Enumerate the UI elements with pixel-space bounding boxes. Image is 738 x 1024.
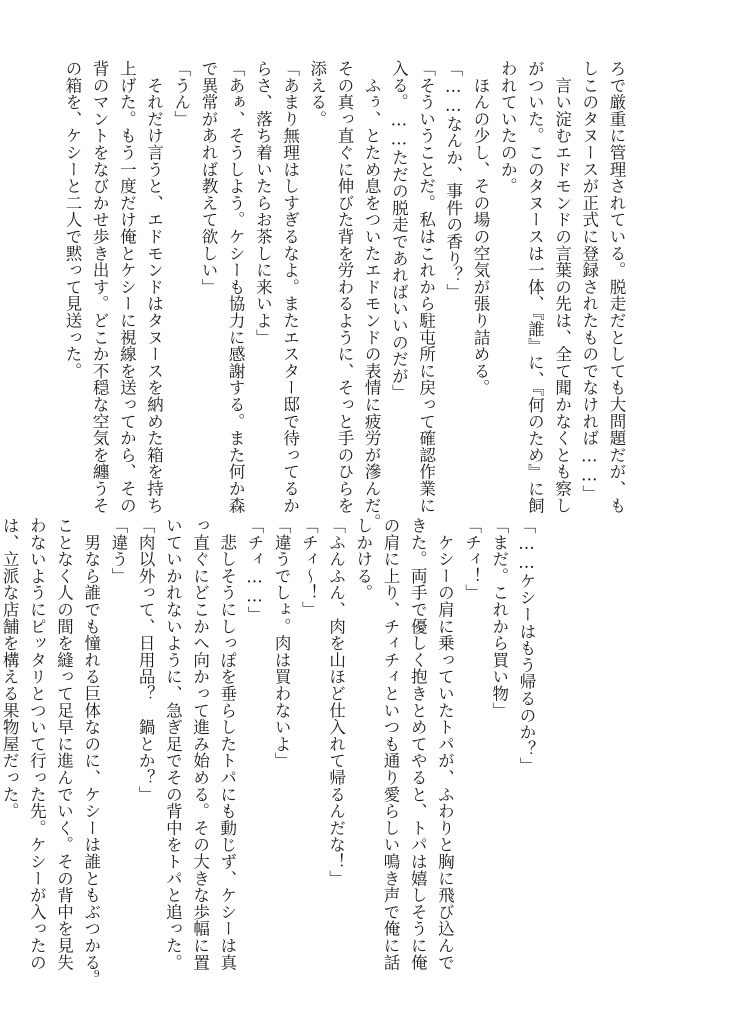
text-line: 「チィ！」 <box>462 517 482 601</box>
text-line: ケシーの肩に乗っていたトパが、ふわりと胸に飛び込んで <box>435 517 455 971</box>
text-line: の肩に上り、チィチィといつも通り愛らしい鳴き声で俺に話 <box>380 517 400 971</box>
text-line: 「あまり無理はしすぎるなよ。またエスター邸で待ってるか <box>280 60 300 514</box>
text-line: 言い淀むエドモンドの言葉の先は、全て聞かなくとも察し <box>552 60 572 514</box>
text-line: の箱を、ケシーと二人で黙って見送った。 <box>62 60 82 380</box>
text-line: それだけ言うと、エドモンドはタヌースを納めた箱を持ち <box>144 60 164 514</box>
text-line: ことなく人の間を縫って足早に進んでいく。その背中を見失 <box>54 517 74 971</box>
text-line: 男なら誰でも憧れる巨体なのに、ケシーは誰ともぶつかる <box>81 517 101 971</box>
text-line: がついた。このタヌースは一体、『誰』に、『何のため』に飼 <box>525 60 545 514</box>
text-line: ふぅ、とため息をついたエドモンドの表情に疲労が滲んだ。 <box>362 60 382 531</box>
text-line: いていかれないように、急ぎ足でその背中をトパと追った。 <box>163 517 183 971</box>
text-line: 「あぁ、そうしよう。ケシーも協力に感謝する。また何か森 <box>226 60 246 514</box>
text-line: 入る。……ただの脱走であればいいのだが」 <box>389 60 409 401</box>
text-line: 「違う」 <box>108 517 128 585</box>
text-line: っ直ぐにどこかへ向かって進み始める。その大きな歩幅に置 <box>190 517 210 971</box>
text-line: わないようにピッタリとついて行った先。ケシーが入ったの <box>27 517 47 971</box>
lower-text-block <box>0 517 540 971</box>
upper-text-block <box>62 60 630 531</box>
text-line: 「そういうことだ。私はこれから駐屯所に戻って確認作業に <box>416 60 436 514</box>
text-line: 「チィ……」 <box>244 517 264 623</box>
text-line: ろで厳重に管理されている。脱走だとしても大問題だが、も <box>607 60 626 514</box>
text-line: 「違うでしょ。肉は買わないよ」 <box>272 517 292 769</box>
text-line: しこのタヌースが正式に登録されたものでなければ……」 <box>579 60 599 502</box>
text-line: しかける。 <box>353 517 373 601</box>
text-line: 「……なんか、事件の香り？」 <box>443 60 463 301</box>
text-line: 悲しそうにしっぽを垂らしたトパにも動じず、ケシーは真 <box>217 517 237 971</box>
text-line: らさ、落ち着いたらお茶しに来いよ」 <box>253 60 273 346</box>
text-line: で異常があれば教えて欲しい」 <box>198 60 218 296</box>
text-line: その真っ直ぐに伸びた背を労わるように、そっと手のひらを <box>334 60 354 514</box>
text-line: 上げた。もう一度だけ俺とケシーに視線を送ってから、その <box>117 60 137 514</box>
text-line: 「うん」 <box>171 60 191 128</box>
text-line: 背のマントをなびかせ歩き出す。どこか不穏な空気を纏うそ <box>90 60 110 514</box>
text-line: は、立派な店舗を構える果物屋だった。 <box>0 517 20 820</box>
text-line: 「まだ。これから買い物」 <box>489 517 509 719</box>
text-line: われていたのか。 <box>498 60 518 195</box>
text-line: 「チィ〜！」 <box>299 517 319 618</box>
text-line: 「ふんふん、肉を山ほど仕入れて帰るんだな！」 <box>326 517 346 887</box>
text-line: 「肉以外って、日用品？ 鍋とか？」 <box>136 517 156 803</box>
text-line: 添える。 <box>307 60 327 128</box>
page-number: 9 <box>94 968 100 980</box>
text-line: きた。両手で優しく抱きとめてやると、トパは嬉しそうに俺 <box>408 517 428 971</box>
text-line: ほんの少し、その場の空気が張り詰める。 <box>470 60 490 396</box>
text-line: 「……ケシーはもう帰るのか？」 <box>517 517 536 774</box>
